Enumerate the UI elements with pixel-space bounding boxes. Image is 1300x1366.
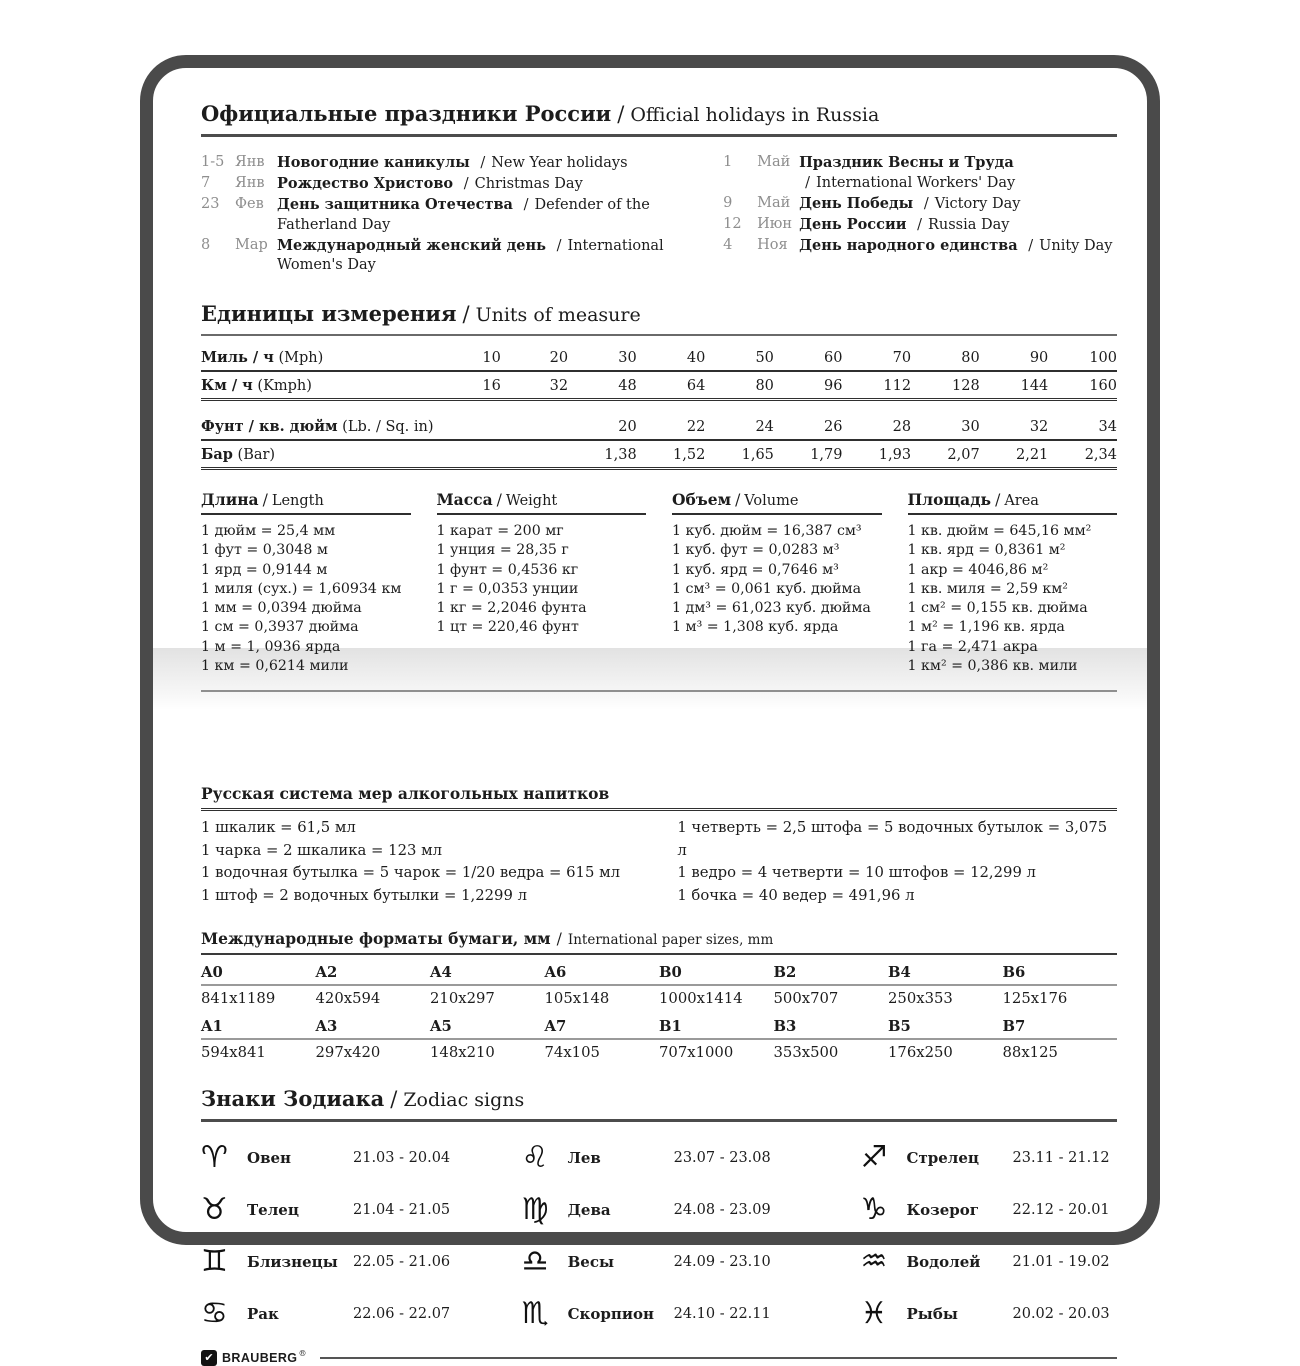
virgo-icon: ♍ — [521, 1192, 549, 1228]
scorpio-icon: ♏ — [521, 1296, 549, 1332]
capricorn-icon: ♑ — [860, 1192, 888, 1228]
units-title: Единицы измерения / Units of measure — [201, 302, 1117, 336]
speed-pressure-table — [201, 344, 1117, 470]
psi-row: Фунт / кв. дюйм (Lb. / Sq. in) 20 22 24 26 28 30 32 34 — [201, 413, 1117, 440]
holiday-name: День народного единства / Unity Day — [799, 236, 1113, 254]
zodiac-row: ♊ Близнецы 22.05 - 21.06 — [201, 1244, 451, 1280]
paper-sizes-section — [201, 929, 1117, 1067]
taurus-icon: ♉ — [201, 1192, 228, 1228]
gemini-icon: ♊ — [201, 1244, 228, 1280]
holidays-title — [201, 102, 1117, 137]
bar-row: Бар (Bar) 1,38 1,52 1,65 1,79 1,93 2,07 2,21 2,34 — [201, 440, 1117, 469]
holiday-name: День защитника Отечества / Defender of the Fatherland Day — [277, 196, 650, 233]
slash: / — [617, 102, 625, 126]
mph-row: Миль / ч (Mph) 10 20 30 40 50 60 70 80 90 100 — [201, 344, 1117, 371]
registered-mark: ® — [298, 1348, 307, 1358]
zodiac-row: ♉ Телец 21.04 - 21.05 — [201, 1192, 451, 1228]
brauberg-check-icon: ✔ — [201, 1350, 217, 1366]
holiday-day: 1 — [723, 154, 733, 170]
zodiac-row: ♌ Лев 23.07 - 23.08 — [521, 1140, 771, 1176]
zodiac-row: ♑ Козерог 22.12 - 20.01 — [860, 1192, 1110, 1228]
holiday-row — [201, 153, 723, 174]
holiday-row — [723, 236, 1117, 257]
holiday-day: 9 — [723, 194, 733, 211]
libra-icon: ♎ — [521, 1244, 549, 1280]
alcohol-section — [201, 784, 1117, 907]
holiday-day: 4 — [723, 236, 733, 253]
alcohol-column-left: 1 шкалик = 61,5 мл 1 чарка = 2 шкалика = 123 мл 1 водочная бутылка = 5 чарок = 1/20 ведра = 615 мл 1 штоф = 2 водочных бутылки = 1,2299 л — [201, 819, 620, 904]
holiday-day: 8 — [201, 236, 211, 253]
holiday-name: Рождество Христово / Christmas Day — [277, 175, 583, 192]
zodiac-row: ♏ Скорпион 24.10 - 22.11 — [521, 1296, 771, 1332]
holiday-month: Янв — [235, 154, 265, 170]
holiday-day: 1-5 — [201, 154, 225, 170]
holiday-day: 12 — [723, 215, 742, 232]
pisces-icon: ♓ — [860, 1296, 888, 1332]
holiday-month: Июн — [757, 215, 793, 232]
paper-title: Международные форматы бумаги, мм / International paper sizes, mm — [201, 929, 1117, 955]
leo-icon: ♌ — [521, 1140, 549, 1176]
cancer-icon: ♋ — [201, 1296, 228, 1332]
holiday-month: Фев — [235, 196, 264, 212]
weight-column: Масса / Weight 1 карат = 200 мг 1 унция = 28,35 г 1 фунт = 0,4536 кг 1 г = 0,0353 унции 1 кг = 2,2046 фунта 1 цт = 220,46 фунт — [437, 490, 647, 676]
holidays-title-ru: Официальные праздники России — [201, 101, 612, 126]
holiday-month: Ноя — [757, 236, 788, 253]
holiday-name: Международный женский день / International Women's Day — [277, 236, 664, 273]
holiday-month: Май — [757, 154, 791, 170]
aries-icon: ♈ — [201, 1140, 228, 1176]
holiday-name: Новогодние каникулы / New Year holidays — [277, 154, 628, 171]
zodiac-title: Знаки Зодиака / Zodiac signs — [201, 1087, 1117, 1122]
length-column: Длина / Length 1 дюйм = 25,4 мм 1 фут = 0,3048 м 1 ярд = 0,9144 м 1 миля (сух.) = 1,60934 км 1 мм = 0,0394 дюйма 1 см = 0,3937 дюйма 1 м = 1, 0936 ярда 1 км = 0,6214 мили — [201, 490, 411, 676]
units-title-en: Units of measure — [475, 304, 641, 326]
aquarius-icon: ♒ — [860, 1244, 888, 1280]
zodiac-row: ♓ Рыбы 20.02 - 20.03 — [860, 1296, 1110, 1332]
holiday-row — [723, 215, 1117, 236]
zodiac-row: ♎ Весы 24.09 - 23.10 — [521, 1244, 771, 1280]
sagittarius-icon: ♐ — [860, 1140, 888, 1176]
holiday-month: Мар — [235, 236, 268, 253]
zodiac-section — [201, 1087, 1117, 1340]
conversion-columns — [201, 490, 1117, 692]
kmph-row: Км / ч (Kmph) 16 32 48 64 80 96 112 128 144 160 — [201, 371, 1117, 400]
diary-page-frame — [140, 55, 1160, 1366]
footer-rule — [320, 1357, 1117, 1359]
zodiac-row: ♒ Водолей 21.01 - 19.02 — [860, 1244, 1110, 1280]
zodiac-row: ♈ Овен 21.03 - 20.04 — [201, 1140, 451, 1176]
paper-sizes-table: A0 A2 A4 A6 B0 B2 B4 B6 841x1189 420x594 210x297 105x148 1000x1414 500x707 250x353 125x176 A1 A3 A5 A7 B1 B3 B5 B7 594x841 297x420 148x210 74x105 707x1000 353x500 176x250 88x125 — [201, 959, 1117, 1067]
zodiac-row: ♋ Рак 22.06 - 22.07 — [201, 1296, 451, 1332]
holiday-month: Янв — [235, 175, 265, 191]
holiday-row — [201, 236, 723, 276]
holidays-title-en: Official holidays in Russia — [630, 104, 880, 126]
holiday-name: Праздник Весны и Труда / International Workers' Day — [799, 154, 1016, 191]
zodiac-row: ♍ Дева 24.08 - 23.09 — [521, 1192, 771, 1228]
holiday-row — [201, 195, 723, 235]
holiday-day: 7 — [201, 175, 211, 191]
holiday-row — [723, 153, 1117, 193]
alcohol-column-right: 1 четверть = 2,5 штофа = 5 водочных бутылок = 3,075 л 1 ведро = 4 четверти = 10 штофов = 12,299 л 1 бочка = 40 ведер = 491,96 л — [677, 819, 1108, 904]
holiday-row — [201, 174, 723, 195]
footer — [201, 1350, 1117, 1366]
holiday-name: День Победы / Victory Day — [799, 194, 1021, 212]
holiday-name: День России / Russia Day — [799, 215, 1010, 233]
holidays-column-left — [201, 153, 723, 276]
alcohol-title: Русская система мер алкогольных напитков — [201, 784, 1117, 811]
holiday-row — [723, 194, 1117, 215]
holidays-column-right — [723, 153, 1117, 276]
holidays-list — [201, 153, 1117, 276]
units-title-ru: Единицы измерения — [201, 301, 457, 326]
page-content — [153, 68, 1147, 1366]
zodiac-row: ♐ Стрелец 23.11 - 21.12 — [860, 1140, 1110, 1176]
holiday-month: Май — [757, 194, 791, 211]
area-column: Площадь / Area 1 кв. дюйм = 645,16 мм² 1 кв. ярд = 0,8361 м² 1 акр = 4046,86 м² 1 кв. миля = 2,59 км² 1 см² = 0,155 кв. дюйма 1 м² = 1,196 кв. ярда 1 га = 2,471 акра 1 км² = 0,386 кв. мили — [908, 490, 1118, 676]
volume-column: Объем / Volume 1 куб. дюйм = 16,387 см³ 1 куб. фут = 0,0283 м³ 1 куб. ярд = 0,7646 м³ 1 см³ = 0,061 куб. дюйма 1 дм³ = 61,023 куб. дюйма 1 м³ = 1,308 куб. ярда — [672, 490, 882, 676]
holiday-day: 23 — [201, 196, 220, 212]
brand-wordmark: BRAUBERG — [222, 1351, 298, 1366]
